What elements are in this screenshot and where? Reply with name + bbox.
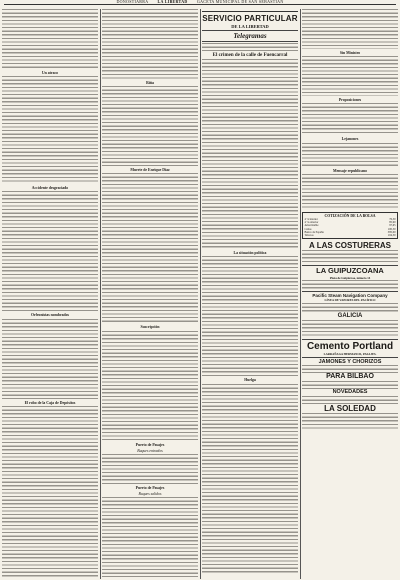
servicio-particular-title: SERVICIO PARTICULAR [202,13,298,23]
heading-situacion: La situación política [233,251,267,256]
heading-rina: Riña [146,81,154,85]
heading-lejanones: Lejanones [341,137,359,142]
ad-bilbao: PARA BILBAO [326,373,374,381]
ad-cemento-sub: LARRAÑAGA HERMANOS, PASAJES. [323,351,377,356]
bolsa-row: 4 % exterior 85,90 [304,221,396,225]
columns [2,9,398,579]
masthead-center: LA LIBERTAD [157,0,188,4]
bolsa-row: Cubas 100,50 [304,227,396,231]
bolsa-row: Amortizable 97,65 [304,224,396,228]
ad-cemento: Cemento Portland [306,340,394,352]
ad-guipuzcoana: LA GUIPUZCOANA [316,266,384,276]
column-2 [102,9,198,579]
buques-salidos: Buques salidos [138,492,162,497]
bolsa-row: 4 % interior 76,30 [304,218,396,222]
heading-orfeonistas: Orfeonistas nombrados [30,313,70,318]
heading-puerto-2: Puerto de Pasajes [135,486,165,491]
heading-robo-caja: El robo de la Caja de Depósitos [24,400,76,405]
bolsa-row: Banco de España 385,00 [304,230,396,234]
ad-pacific-sub: LÍNEA DE VAPORES DEL PACÍFICO [324,298,376,303]
heading-mensaje: Mensaje republicano [333,168,367,173]
masthead [0,0,400,8]
heading-sin-ministro: Sin Ministro [339,51,361,55]
bolsa-box [302,212,398,239]
buques-entrados: Buques entrados [137,448,163,453]
ad-soledad: LA SOLEDAD [324,403,376,413]
ad-guipuzcoana-sub: Plaza de Guipúzcoa, número 14 [329,275,371,280]
masthead-right: GACETA MUNICIPAL DE SAN SEBASTIÁN [196,0,284,4]
heading-huelga: Huelga [244,378,256,383]
heading-un-atraco: Un atraco [41,71,59,75]
ad-jamones: JAMONES Y CHORIZOS [318,358,382,365]
heading-proposiciones: Proposiciones [338,98,362,103]
masthead-left: DONOSTIARRA [116,0,149,4]
heading-accidente: Accidente desgraciado [31,186,69,191]
column-4 [302,9,398,579]
heading-crimen: El crimen de la calle de Fuencarral [212,52,288,58]
heading-suscripcion: Suscripción [140,325,160,330]
ad-galicia: GALICIA [337,312,363,319]
bolsa-row: Tabacos 104,50 [304,234,396,238]
column-3 [202,9,298,579]
telegramas-title: Telegramas [233,31,267,40]
ad-costureras: A LAS COSTURERAS [309,241,391,251]
ad-novedades: NOVEDADES [332,389,368,396]
bolsa-table [304,218,396,237]
heading-muerte: Muerte de Enrique Díaz [130,168,170,173]
ad-pacific: Pacific Steam Navigation Company [312,292,388,298]
column-1 [2,9,98,579]
servicio-subtitle: DE LA LIBERTAD [231,23,269,29]
bolsa-title: COTIZACIÓN DE LA BOLSA [324,213,376,218]
heading-puerto-1: Puerto de Pasajes [135,442,165,447]
